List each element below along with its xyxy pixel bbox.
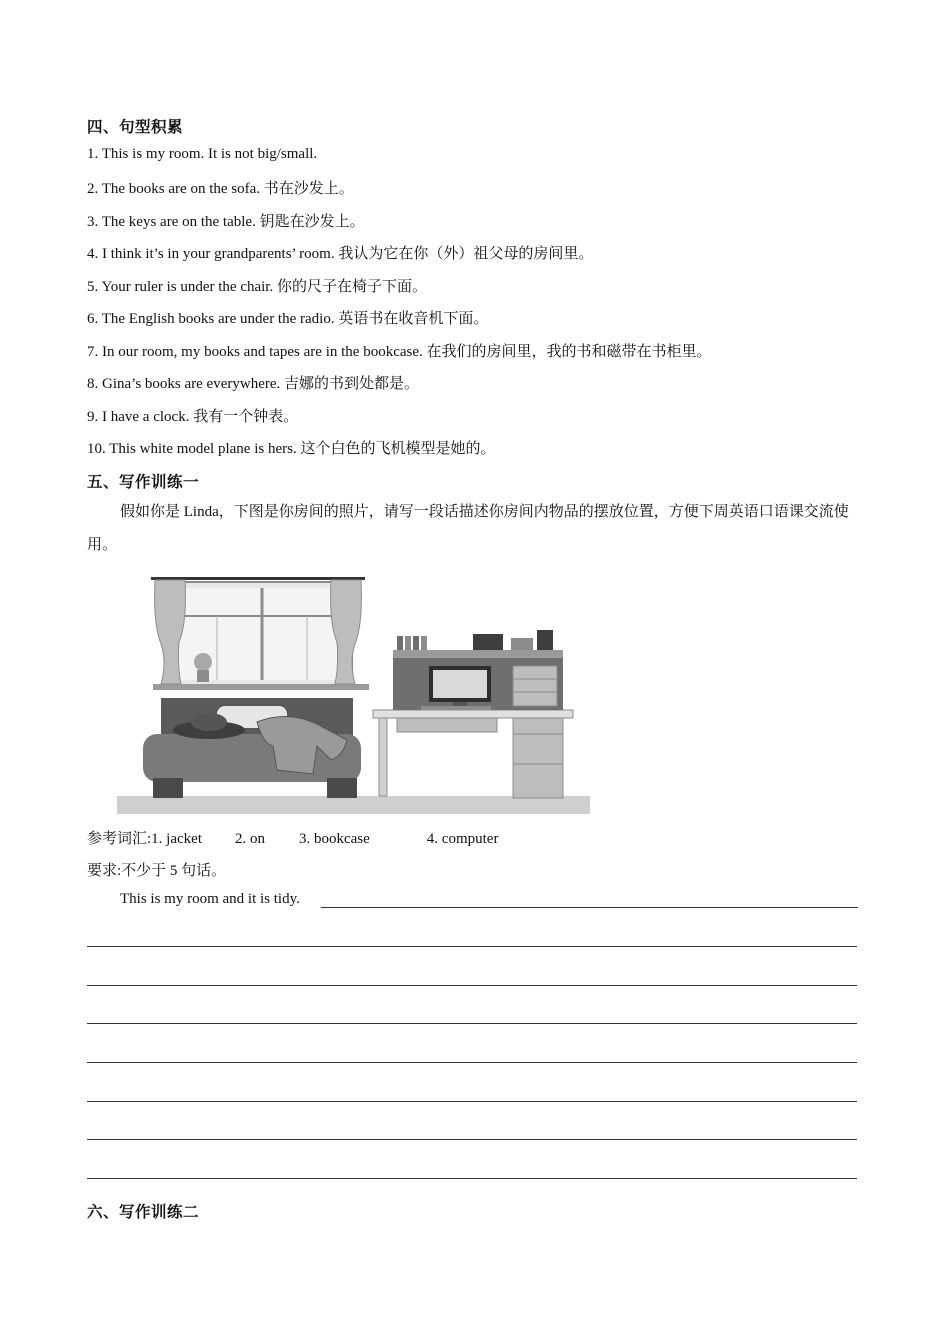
sentence-5: 5. Your ruler is under the chair. 你的尺子在椅子下面。 — [87, 279, 427, 295]
sentence-4: 4. I think it’s in your grandparents’ room. 我认为它在你（外）祖父母的房间里。 — [87, 246, 594, 262]
answer-line[interactable] — [87, 1178, 857, 1179]
sentence-6: 6. The English books are under the radio. 英语书在收音机下面。 — [87, 311, 489, 327]
vocab-label: 参考词汇: — [87, 831, 152, 847]
section-4-heading: 四、句型积累 — [87, 118, 184, 136]
sentence-10: 10. This white model plane is hers. 这个白色的飞机模型是她的。 — [87, 441, 496, 457]
sentence-1: 1. This is my room. It is not big/small. — [87, 146, 318, 162]
sentence-3: 3. The keys are on the table. 钥匙在沙发上。 — [87, 214, 365, 230]
requirement-line: 要求:不少于 5 句话。 — [87, 863, 227, 879]
answer-line[interactable] — [87, 1023, 857, 1024]
sentence-9: 9. I have a clock. 我有一个钟表。 — [87, 409, 299, 425]
starter-sentence-line[interactable] — [120, 891, 300, 908]
answer-line[interactable] — [87, 1101, 857, 1102]
bedroom-illustration — [117, 574, 590, 814]
starter-sentence: This is my room and it is tidy. — [120, 891, 300, 907]
vocab-item: 3. bookcase — [298, 831, 370, 847]
answer-line[interactable] — [87, 946, 857, 947]
answer-line[interactable] — [87, 1062, 857, 1063]
sentence-2: 2. The books are on the sofa. 书在沙发上。 — [87, 181, 354, 197]
answer-blank[interactable] — [321, 907, 858, 908]
sentence-8: 8. Gina’s books are everywhere. 吉娜的书到处都是。 — [87, 376, 420, 392]
vocab-item: 4. computer — [426, 831, 499, 847]
vocabulary-line — [87, 827, 498, 848]
section-6-heading: 六、写作训练二 — [87, 1203, 200, 1221]
writing-prompt: 假如你是 Linda，下图是你房间的照片，请写一段话描述你房间内物品的摆放位置，方便下周英语口语课交流使用。 — [87, 504, 849, 553]
vocab-item: 1. jacket — [151, 831, 202, 847]
sentence-7: 7. In our room, my books and tapes are in the bookcase. 在我们的房间里，我的书和磁带在书柜里。 — [87, 344, 712, 360]
section-5-heading: 五、写作训练一 — [87, 473, 200, 491]
vocab-item: 2. on — [234, 831, 265, 847]
answer-line[interactable] — [87, 985, 857, 986]
answer-line[interactable] — [87, 1139, 857, 1140]
